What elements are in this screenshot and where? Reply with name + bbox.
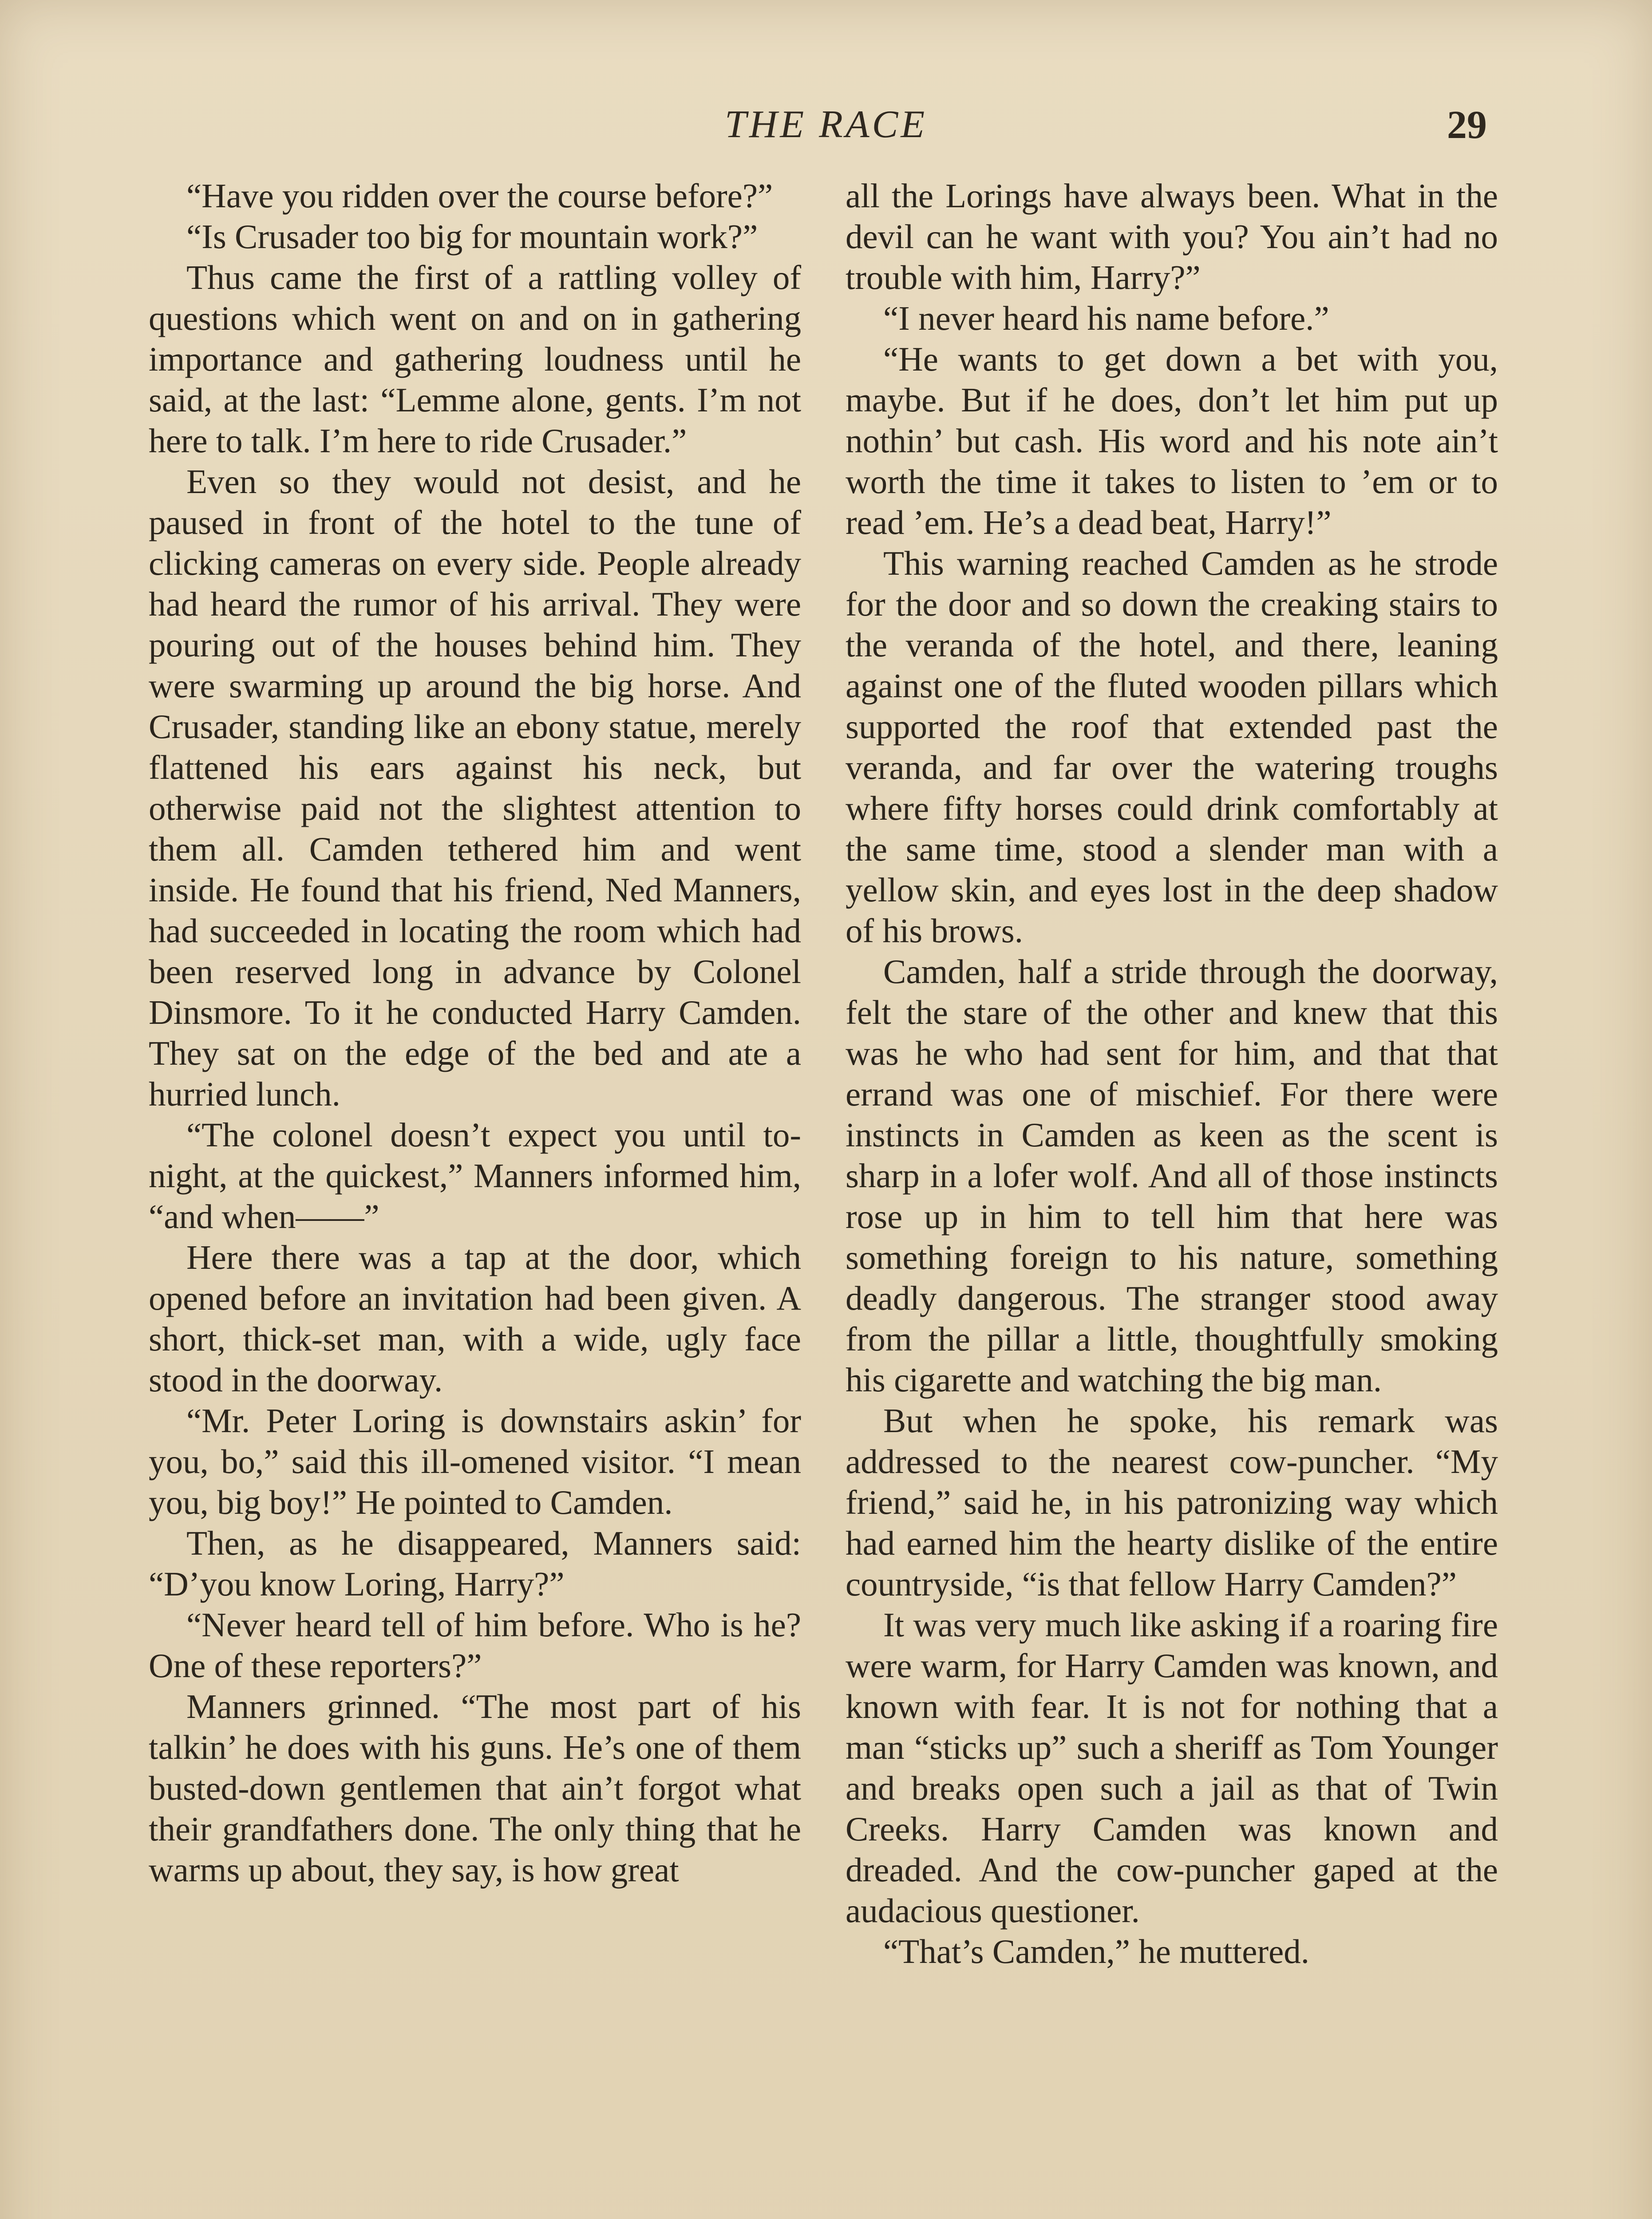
paragraph: Camden, half a stride through the doorway, felt the stare of the other and knew that this was he who had sent for him, and that that errand was one of mischief. For there were instincts in Camden as keen as the scent is sharp in a lofer wolf. And all of those instincts rose up in him to tell him that here was something foreign to his nature, something deadly dangerous. The stranger stood away from the pillar a little, thoughtfully smoking his cigarette and watching the big man.: [846, 952, 1498, 1399]
paragraph: “That’s Camden,” he muttered.: [883, 1932, 1310, 1970]
paragraph: Thus came the first of a rattling volley of questions which went on and on in gathering importance and gathering loudness until he said, at the last: “Lemme alone, gents. I’m not here to talk. I’m here to ride Crusader.”: [149, 258, 801, 460]
running-title: THE RACE: [724, 103, 928, 146]
paragraph: “The colonel doesn’t expect you until to-night, at the quickest,” Manners informed him, “and when——”: [149, 1116, 801, 1236]
paragraph: “He wants to get down a bet with you, maybe. But if he does, don’t let him put up nothin’ but cash. His word and his note ain’t worth the time it takes to listen to ’em or to read ’em. He’s a dead beat, Harry!”: [846, 340, 1498, 541]
right-text-column: [846, 175, 1498, 1972]
paragraph: This warning reached Camden as he strode for the door and so down the creaking stairs to the veranda of the hotel, and there, leaning against one of the fluted wooden pillars which supported the roof that extended past the veranda, and far over the watering troughs where fifty horses could drink comfortably at the same time, stood a slender man with a yellow skin, and eyes lost in the deep shadow of his brows.: [846, 544, 1498, 950]
paragraph: “Never heard tell of him before. Who is he? One of these reporters?”: [149, 1606, 801, 1685]
paragraph: “Is Crusader too big for mountain work?”: [186, 217, 758, 256]
paragraph-continued: all the Lorings have always been. What in the devil can he want with you? You ain’t had no trouble with him, Harry?”: [846, 177, 1498, 296]
paragraph: Even so they would not desist, and he paused in front of the hotel to the tune of clicking cameras on every side. People already had heard the rumor of his arrival. They were pouring out of the houses behind him. They were swarming up around the big horse. And Crusader, standing like an ebony statue, merely flattened his ears against his neck, but otherwise paid not the slightest attention to them all. Camden tethered him and went inside. He found that his friend, Ned Manners, had succeeded in locating the room which had been reserved long in advance by Colonel Dinsmore. To it he conducted Harry Camden. They sat on the edge of the bed and ate a hurried lunch.: [149, 462, 801, 1113]
paragraph: Then, as he disappeared, Manners said: “D’you know Loring, Harry?”: [149, 1524, 801, 1603]
paragraph: Here there was a tap at the door, which opened before an invitation had been given. A short, thick-set man, with a wide, ugly face stood in the doorway.: [149, 1238, 801, 1399]
paragraph: “Have you ridden over the course before?”: [186, 177, 773, 215]
left-text-column: [149, 175, 801, 1890]
page-number: 29: [1447, 103, 1487, 147]
paragraph: It was very much like asking if a roaring fire were warm, for Harry Camden was known, and known with fear. It is not for nothing that a man “sticks up” such a sheriff as Tom Younger and breaks open such a jail as that of Twin Creeks. Harry Camden was known and dreaded. And the cow-puncher gaped at the audacious questioner.: [846, 1606, 1498, 1930]
paragraph: Manners grinned. “The most part of his talkin’ he does with his guns. He’s one of them busted-down gentlemen that ain’t forgot what their grandfathers done. The only thing that he warms up about, they say, is how great: [149, 1687, 801, 1889]
paragraph: “I never heard his name before.”: [883, 299, 1329, 337]
paragraph: But when he spoke, his remark was addressed to the nearest cow-puncher. “My friend,” said he, in his patronizing way which had earned him the hearty dislike of the entire countryside, “is that fellow Harry Camden?”: [846, 1402, 1498, 1603]
paragraph: “Mr. Peter Loring is downstairs askin’ for you, bo,” said this ill-omened visitor. “I mean you, big boy!” He pointed to Camden.: [149, 1402, 801, 1521]
